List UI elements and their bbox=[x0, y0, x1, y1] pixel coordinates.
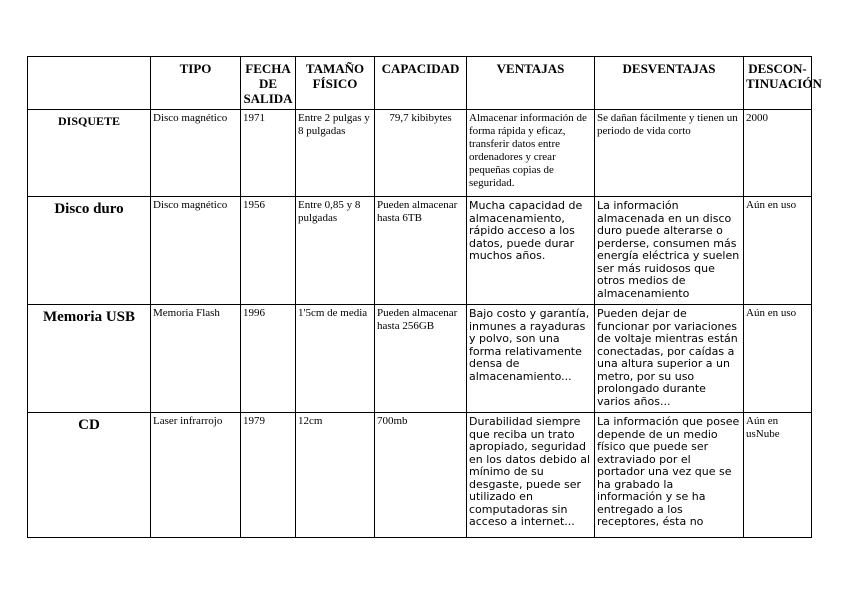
cell-desventajas: Se dañan fácilmente y tienen un periodo de vida corto bbox=[595, 110, 744, 197]
header-capacidad: CAPACIDAD bbox=[375, 57, 467, 110]
row-name: DISQUETE bbox=[28, 110, 151, 197]
cell-capacidad: 700mb bbox=[375, 413, 467, 538]
header-row bbox=[28, 57, 812, 110]
cell-tipo: Memoria Flash bbox=[151, 305, 241, 413]
header-fecha: FECHA DE SALIDA bbox=[241, 57, 296, 110]
row-name: Disco duro bbox=[28, 197, 151, 305]
cell-ventajas: Durabilidad siempre que reciba un trato apropiado, seguridad en los datos debido al mínimo de su desgaste, puede ser utilizado en computadoras sin acceso a internet... bbox=[467, 413, 595, 538]
header-tipo: TIPO bbox=[151, 57, 241, 110]
cell-desventajas: Pueden dejar de funcionar por variaciones de voltaje mientras están conectadas, por caídas a una altura superior a un metro, por su uso prolongado durante varios años... bbox=[595, 305, 744, 413]
table-row-disquete bbox=[28, 110, 812, 197]
storage-comparison-table bbox=[27, 56, 822, 538]
cell-tamano: 12cm bbox=[296, 413, 375, 538]
header-empty bbox=[28, 57, 151, 110]
cell-tamano: 1'5cm de media bbox=[296, 305, 375, 413]
row-name: Memoria USB bbox=[28, 305, 151, 413]
cell-descontinuacion: Aún en uso bbox=[744, 305, 812, 413]
cell-tamano: Entre 0,85 y 8 pulgadas bbox=[296, 197, 375, 305]
table-row-disco-duro bbox=[28, 197, 812, 305]
cell-descontinuacion: Aún en uso bbox=[744, 197, 812, 305]
row-name: CD bbox=[28, 413, 151, 538]
cell-capacidad: Pueden almacenar hasta 256GB bbox=[375, 305, 467, 413]
cell-fecha: 1979 bbox=[241, 413, 296, 538]
table-row-cd bbox=[28, 413, 812, 538]
cell-fecha: 1956 bbox=[241, 197, 296, 305]
header-tamano: TAMAÑO FÍSICO bbox=[296, 57, 375, 110]
cell-ventajas: Almacenar información de forma rápida y eficaz, transferir datos entre ordenadores y crear pequeñas copias de seguridad. bbox=[467, 110, 595, 197]
cell-desventajas: La información que posee depende de un medio físico que puede ser extraviado por el portador una vez que se ha grabado la información y se ha entregado a los receptores, ésta no bbox=[595, 413, 744, 538]
cell-ventajas: Mucha capacidad de almacenamiento, rápido acceso a los datos, puede durar muchos años. bbox=[467, 197, 595, 305]
cell-desventajas: La información almacenada en un disco duro puede alterarse o perderse, consumen más energía eléctrica y suelen ser más ruidosos que otros medios de almacenamiento bbox=[595, 197, 744, 305]
cell-tamano: Entre 2 pulgas y 8 pulgadas bbox=[296, 110, 375, 197]
table-row-memoria-usb bbox=[28, 305, 812, 413]
cell-tipo: Disco magnético bbox=[151, 110, 241, 197]
cell-ventajas: Bajo costo y garantía, inmunes a rayaduras y polvo, son una forma relativamente densa de almacenamiento... bbox=[467, 305, 595, 413]
cell-fecha: 1971 bbox=[241, 110, 296, 197]
header-ventajas: VENTAJAS bbox=[467, 57, 595, 110]
cell-tipo: Laser infrarrojo bbox=[151, 413, 241, 538]
cell-descontinuacion: 2000 bbox=[744, 110, 812, 197]
cell-capacidad: Pueden almacenar hasta 6TB bbox=[375, 197, 467, 305]
header-descontinuacion: DESCON-TINUACIÓN bbox=[744, 57, 812, 110]
header-desventajas: DESVENTAJAS bbox=[595, 57, 744, 110]
cell-tipo: Disco magnético bbox=[151, 197, 241, 305]
cell-fecha: 1996 bbox=[241, 305, 296, 413]
cell-descontinuacion: Aún en usNube bbox=[744, 413, 812, 538]
cell-capacidad: 79,7 kibibytes bbox=[375, 110, 467, 197]
